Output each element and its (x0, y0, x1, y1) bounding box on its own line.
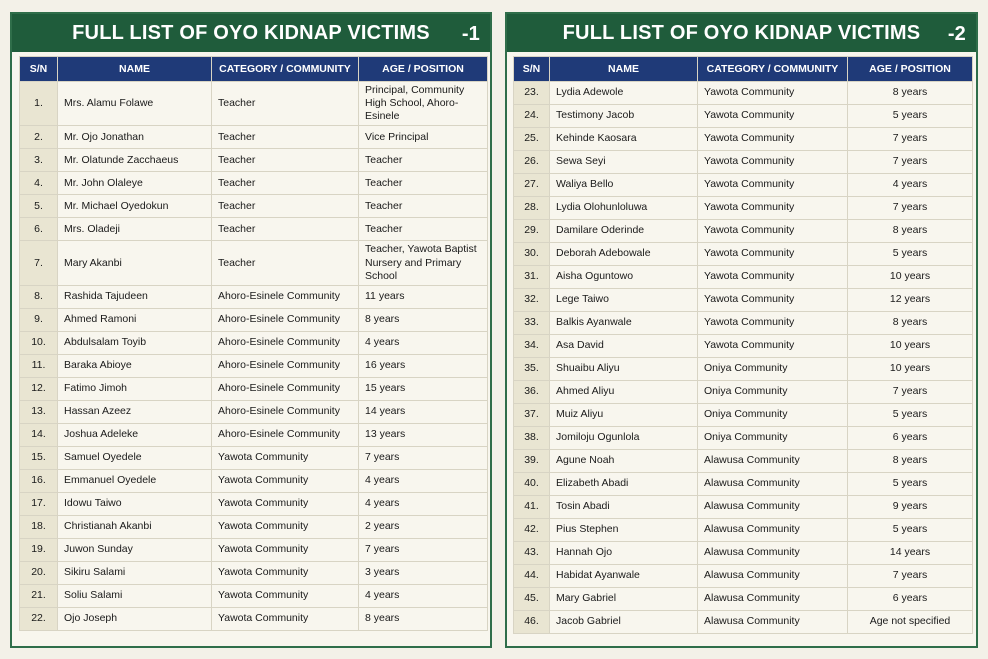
header-sn: S/N (20, 57, 58, 82)
row-age: 10 years (848, 358, 973, 381)
table-row (514, 266, 973, 289)
table-row (20, 423, 488, 446)
row-age: 7 years (359, 538, 488, 561)
row-age: 7 years (848, 565, 973, 588)
row-sn: 39. (514, 450, 550, 473)
row-category: Ahoro-Esinele Community (212, 308, 359, 331)
row-sn: 42. (514, 519, 550, 542)
row-name: Sewa Seyi (550, 151, 698, 174)
header-name: NAME (550, 57, 698, 82)
table-row (20, 82, 488, 126)
row-category: Yawota Community (698, 105, 848, 128)
row-name: Mrs. Alamu Folawe (58, 82, 212, 126)
table-2-body (514, 82, 973, 634)
row-age: 7 years (848, 197, 973, 220)
row-sn: 8. (20, 285, 58, 308)
table-row (514, 151, 973, 174)
row-category: Alawusa Community (698, 450, 848, 473)
row-category: Yawota Community (698, 174, 848, 197)
row-age: 7 years (848, 151, 973, 174)
row-name: Joshua Adeleke (58, 423, 212, 446)
row-name: Agune Noah (550, 450, 698, 473)
row-sn: 35. (514, 358, 550, 381)
row-category: Yawota Community (698, 151, 848, 174)
table-row (20, 149, 488, 172)
row-age: Teacher (359, 172, 488, 195)
table-row (514, 611, 973, 634)
header-age: AGE / POSITION (848, 57, 973, 82)
row-category: Teacher (212, 149, 359, 172)
table-row (20, 538, 488, 561)
row-name: Samuel Oyedele (58, 446, 212, 469)
row-age: 3 years (359, 561, 488, 584)
row-sn: 29. (514, 220, 550, 243)
row-category: Yawota Community (212, 538, 359, 561)
row-name: Lege Taiwo (550, 289, 698, 312)
row-sn: 25. (514, 128, 550, 151)
table-row (514, 105, 973, 128)
row-name: Rashida Tajudeen (58, 285, 212, 308)
row-sn: 6. (20, 218, 58, 241)
table-row (20, 492, 488, 515)
row-sn: 1. (20, 82, 58, 126)
row-category: Teacher (212, 126, 359, 149)
row-age: 8 years (848, 312, 973, 335)
row-name: Jomiloju Ogunlola (550, 427, 698, 450)
row-category: Ahoro-Esinele Community (212, 400, 359, 423)
row-sn: 18. (20, 515, 58, 538)
row-sn: 14. (20, 423, 58, 446)
row-age: 7 years (359, 446, 488, 469)
row-category: Yawota Community (698, 289, 848, 312)
header-category: CATEGORY / COMMUNITY (212, 57, 359, 82)
table-row (514, 427, 973, 450)
row-category: Yawota Community (698, 82, 848, 105)
row-sn: 36. (514, 381, 550, 404)
row-name: Habidat Ayanwale (550, 565, 698, 588)
row-category: Yawota Community (212, 607, 359, 630)
row-sn: 11. (20, 354, 58, 377)
row-category: Yawota Community (698, 335, 848, 358)
row-sn: 32. (514, 289, 550, 312)
row-name: Ahmed Ramoni (58, 308, 212, 331)
row-sn: 23. (514, 82, 550, 105)
row-name: Christianah Akanbi (58, 515, 212, 538)
row-category: Yawota Community (698, 312, 848, 335)
row-name: Muiz Aliyu (550, 404, 698, 427)
row-name: Waliya Bello (550, 174, 698, 197)
table-row (514, 496, 973, 519)
table-row (514, 312, 973, 335)
table-row (514, 335, 973, 358)
row-category: Alawusa Community (698, 496, 848, 519)
row-age: 10 years (848, 335, 973, 358)
row-category: Yawota Community (698, 220, 848, 243)
row-sn: 20. (20, 561, 58, 584)
row-name: Fatimo Jimoh (58, 377, 212, 400)
table-row (514, 82, 973, 105)
row-age: 7 years (848, 128, 973, 151)
row-sn: 2. (20, 126, 58, 149)
table-row (20, 377, 488, 400)
table-header-row (20, 57, 488, 82)
row-name: Ahmed Aliyu (550, 381, 698, 404)
panel-2-title: FULL LIST OF OYO KIDNAP VICTIMS (562, 21, 921, 44)
row-age: 8 years (848, 82, 973, 105)
row-sn: 19. (20, 538, 58, 561)
row-category: Ahoro-Esinele Community (212, 331, 359, 354)
table-row (514, 588, 973, 611)
row-sn: 45. (514, 588, 550, 611)
table-row (20, 172, 488, 195)
row-sn: 41. (514, 496, 550, 519)
row-age: Vice Principal (359, 126, 488, 149)
row-name: Deborah Adebowale (550, 243, 698, 266)
row-age: 4 years (359, 469, 488, 492)
row-category: Teacher (212, 82, 359, 126)
row-category: Ahoro-Esinele Community (212, 423, 359, 446)
header-sn: S/N (514, 57, 550, 82)
row-sn: 33. (514, 312, 550, 335)
row-name: Mary Gabriel (550, 588, 698, 611)
row-name: Mr. Michael Oyedokun (58, 195, 212, 218)
row-name: Tosin Abadi (550, 496, 698, 519)
table-row (514, 289, 973, 312)
row-age: Teacher, Yawota Baptist Nursery and Primary School (359, 241, 488, 285)
row-sn: 12. (20, 377, 58, 400)
row-name: Elizabeth Abadi (550, 473, 698, 496)
row-age: 14 years (359, 400, 488, 423)
table-row (20, 354, 488, 377)
table-row (514, 565, 973, 588)
row-category: Alawusa Community (698, 519, 848, 542)
row-sn: 5. (20, 195, 58, 218)
row-name: Idowu Taiwo (58, 492, 212, 515)
row-name: Kehinde Kaosara (550, 128, 698, 151)
row-category: Ahoro-Esinele Community (212, 285, 359, 308)
table-row (514, 404, 973, 427)
row-sn: 26. (514, 151, 550, 174)
row-sn: 34. (514, 335, 550, 358)
row-name: Emmanuel Oyedele (58, 469, 212, 492)
table-row (20, 218, 488, 241)
table-row (20, 308, 488, 331)
row-category: Alawusa Community (698, 565, 848, 588)
row-name: Asa David (550, 335, 698, 358)
row-category: Yawota Community (212, 469, 359, 492)
row-name: Soliu Salami (58, 584, 212, 607)
row-age: 14 years (848, 542, 973, 565)
row-age: 16 years (359, 354, 488, 377)
row-sn: 4. (20, 172, 58, 195)
row-age: Principal, Community High School, Ahoro-Esinele (359, 82, 488, 126)
row-category: Yawota Community (698, 197, 848, 220)
row-category: Ahoro-Esinele Community (212, 354, 359, 377)
row-name: Lydia Olohunloluwa (550, 197, 698, 220)
row-category: Teacher (212, 172, 359, 195)
table-row (20, 241, 488, 285)
row-age: 5 years (848, 473, 973, 496)
row-name: Mary Akanbi (58, 241, 212, 285)
row-sn: 40. (514, 473, 550, 496)
row-sn: 10. (20, 331, 58, 354)
row-category: Yawota Community (698, 266, 848, 289)
row-age: 15 years (359, 377, 488, 400)
row-sn: 30. (514, 243, 550, 266)
row-sn: 28. (514, 197, 550, 220)
table-row (514, 450, 973, 473)
row-age: Age not specified (848, 611, 973, 634)
row-name: Lydia Adewole (550, 82, 698, 105)
row-category: Alawusa Community (698, 611, 848, 634)
row-sn: 43. (514, 542, 550, 565)
row-category: Oniya Community (698, 381, 848, 404)
table-row (20, 446, 488, 469)
row-sn: 17. (20, 492, 58, 515)
row-name: Ojo Joseph (58, 607, 212, 630)
table-row (514, 358, 973, 381)
row-name: Aisha Oguntowo (550, 266, 698, 289)
table-row (20, 400, 488, 423)
row-age: 9 years (848, 496, 973, 519)
row-name: Sikiru Salami (58, 561, 212, 584)
panel-2-number: -2 (947, 23, 966, 45)
row-category: Alawusa Community (698, 542, 848, 565)
table-row (514, 473, 973, 496)
victims-list-panel-1 (10, 12, 492, 648)
row-name: Pius Stephen (550, 519, 698, 542)
victims-table-2 (513, 56, 973, 634)
row-sn: 22. (20, 607, 58, 630)
table-header-row (514, 57, 973, 82)
table-row (514, 197, 973, 220)
row-category: Oniya Community (698, 427, 848, 450)
row-category: Yawota Community (698, 243, 848, 266)
row-category: Yawota Community (212, 446, 359, 469)
header-category: CATEGORY / COMMUNITY (698, 57, 848, 82)
row-name: Hannah Ojo (550, 542, 698, 565)
row-age: Teacher (359, 195, 488, 218)
row-sn: 3. (20, 149, 58, 172)
row-sn: 38. (514, 427, 550, 450)
table-row (514, 128, 973, 151)
row-category: Oniya Community (698, 404, 848, 427)
row-age: 12 years (848, 289, 973, 312)
row-category: Alawusa Community (698, 473, 848, 496)
row-age: 8 years (848, 220, 973, 243)
table-1-body (20, 82, 488, 631)
row-category: Teacher (212, 218, 359, 241)
row-category: Yawota Community (212, 584, 359, 607)
row-sn: 31. (514, 266, 550, 289)
row-sn: 7. (20, 241, 58, 285)
row-age: 4 years (848, 174, 973, 197)
row-name: Baraka Abioye (58, 354, 212, 377)
table-row (20, 561, 488, 584)
row-category: Yawota Community (698, 128, 848, 151)
table-row (514, 174, 973, 197)
row-age: 5 years (848, 519, 973, 542)
row-sn: 37. (514, 404, 550, 427)
table-row (20, 584, 488, 607)
row-sn: 21. (20, 584, 58, 607)
panel-2-title-bar (507, 14, 976, 52)
victims-list-panel-2 (505, 12, 978, 648)
row-age: 4 years (359, 584, 488, 607)
row-name: Mr. John Olaleye (58, 172, 212, 195)
table-row (20, 469, 488, 492)
row-age: 11 years (359, 285, 488, 308)
table-row (20, 331, 488, 354)
table-row (514, 220, 973, 243)
row-age: 6 years (848, 588, 973, 611)
header-age: AGE / POSITION (359, 57, 488, 82)
table-row (20, 195, 488, 218)
row-name: Mr. Ojo Jonathan (58, 126, 212, 149)
panel-1-number: -1 (461, 23, 480, 45)
panel-1-title: FULL LIST OF OYO KIDNAP VICTIMS (72, 21, 430, 44)
row-age: 4 years (359, 492, 488, 515)
row-name: Balkis Ayanwale (550, 312, 698, 335)
row-age: Teacher (359, 218, 488, 241)
row-age: 2 years (359, 515, 488, 538)
row-category: Teacher (212, 195, 359, 218)
row-name: Testimony Jacob (550, 105, 698, 128)
row-age: 10 years (848, 266, 973, 289)
row-name: Mr. Olatunde Zacchaeus (58, 149, 212, 172)
row-category: Ahoro-Esinele Community (212, 377, 359, 400)
panel-1-title-bar (12, 14, 490, 52)
row-age: 5 years (848, 105, 973, 128)
row-name: Jacob Gabriel (550, 611, 698, 634)
row-sn: 27. (514, 174, 550, 197)
row-category: Oniya Community (698, 358, 848, 381)
table-row (20, 515, 488, 538)
row-sn: 16. (20, 469, 58, 492)
row-name: Abdulsalam Toyib (58, 331, 212, 354)
row-age: 5 years (848, 404, 973, 427)
row-name: Juwon Sunday (58, 538, 212, 561)
row-age: Teacher (359, 149, 488, 172)
row-sn: 24. (514, 105, 550, 128)
row-age: 4 years (359, 331, 488, 354)
row-category: Yawota Community (212, 515, 359, 538)
row-category: Yawota Community (212, 492, 359, 515)
row-name: Damilare Oderinde (550, 220, 698, 243)
table-row (20, 126, 488, 149)
table-row (514, 381, 973, 404)
row-age: 8 years (848, 450, 973, 473)
row-age: 6 years (848, 427, 973, 450)
table-row (514, 243, 973, 266)
header-name: NAME (58, 57, 212, 82)
row-age: 7 years (848, 381, 973, 404)
table-row (514, 542, 973, 565)
row-sn: 44. (514, 565, 550, 588)
row-sn: 13. (20, 400, 58, 423)
victims-table-1 (19, 56, 488, 631)
row-age: 13 years (359, 423, 488, 446)
row-category: Alawusa Community (698, 588, 848, 611)
row-age: 5 years (848, 243, 973, 266)
row-category: Teacher (212, 241, 359, 285)
row-age: 8 years (359, 308, 488, 331)
row-age: 8 years (359, 607, 488, 630)
row-sn: 15. (20, 446, 58, 469)
row-sn: 9. (20, 308, 58, 331)
table-row (20, 285, 488, 308)
table-row (20, 607, 488, 630)
row-name: Mrs. Oladeji (58, 218, 212, 241)
row-category: Yawota Community (212, 561, 359, 584)
row-name: Shuaibu Aliyu (550, 358, 698, 381)
row-sn: 46. (514, 611, 550, 634)
table-row (514, 519, 973, 542)
row-name: Hassan Azeez (58, 400, 212, 423)
